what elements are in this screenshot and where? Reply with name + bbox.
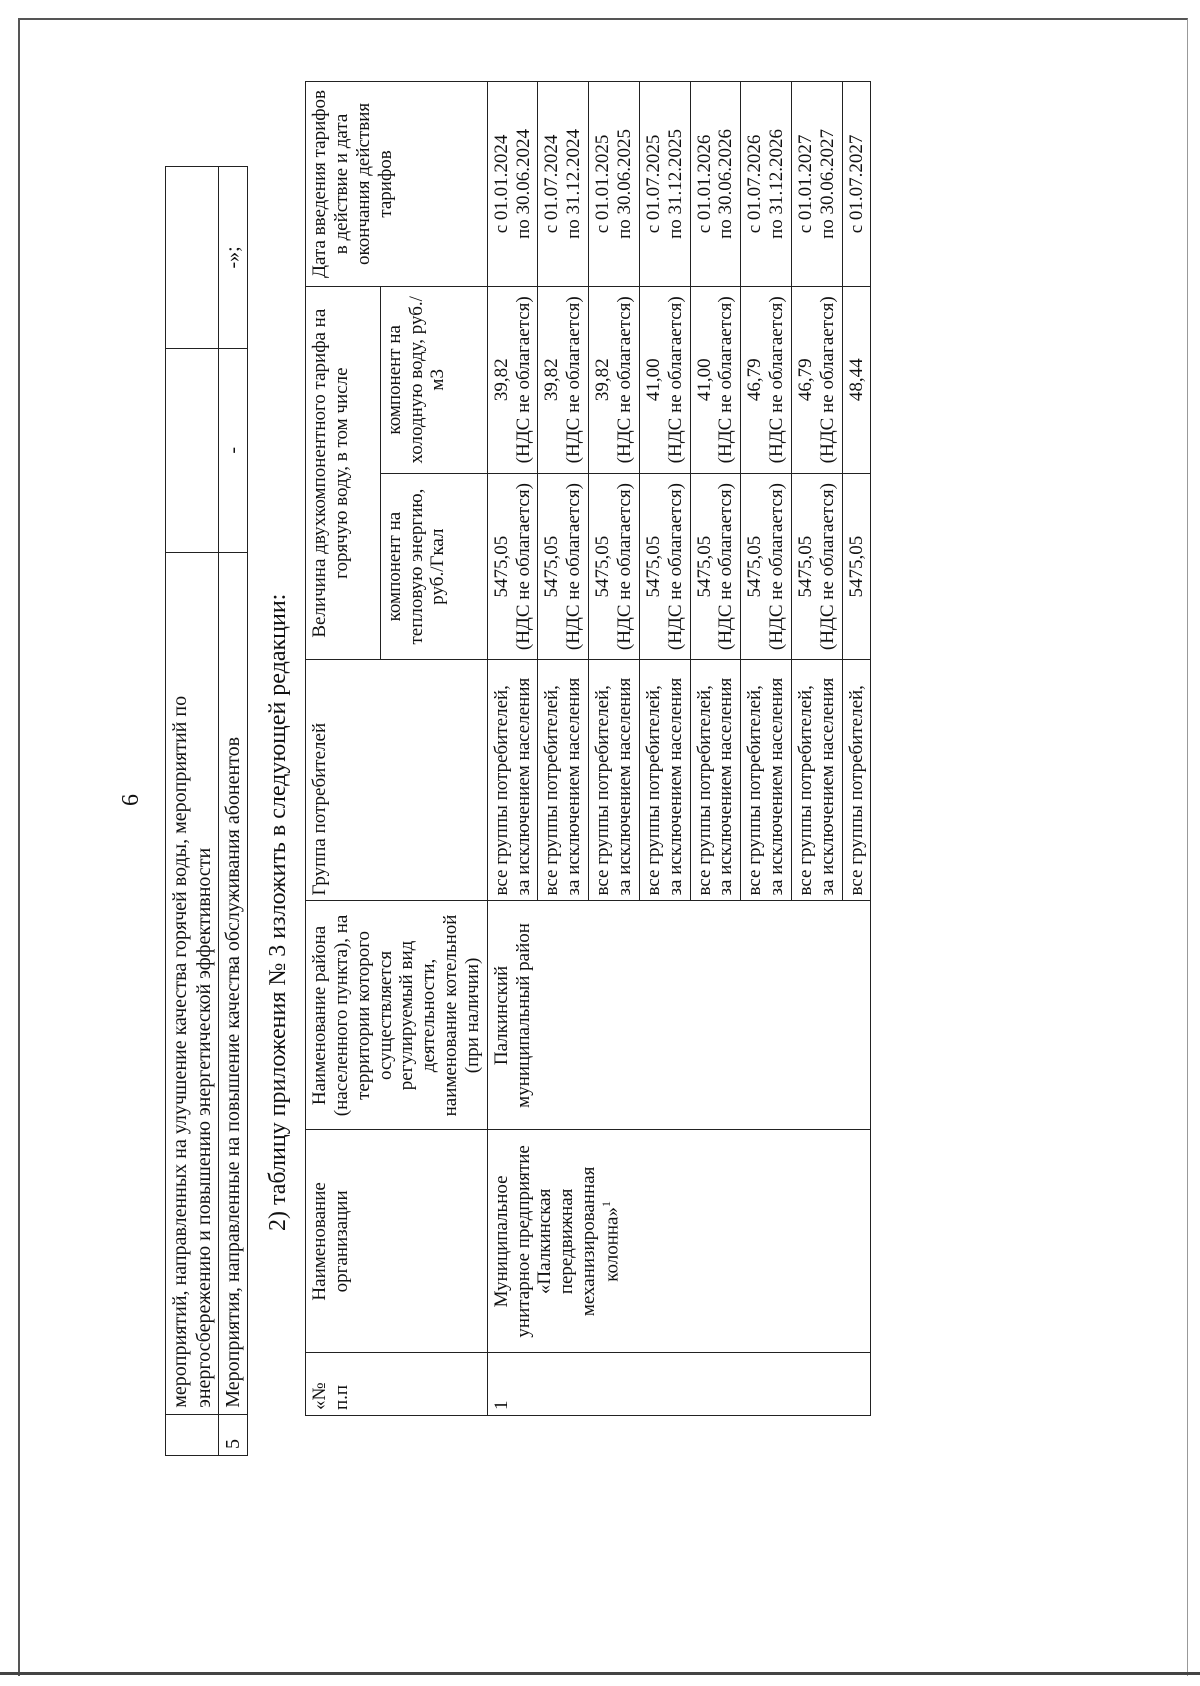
heat-value: 5475,05 <box>541 535 563 598</box>
water-value: 41,00 <box>642 358 664 402</box>
date-range <box>538 82 589 287</box>
water-component <box>639 286 690 473</box>
date-from: с 01.07.2026 <box>744 134 766 234</box>
header-org: Наименование организации <box>306 1130 488 1353</box>
header-date: Дата введения тарифов в действие и дата окончания действия тарифов <box>306 82 488 287</box>
measure-col3: - <box>219 348 248 552</box>
water-value: 39,82 <box>592 358 614 402</box>
vat-note: (НДС не облагается) <box>766 296 788 464</box>
date-from: с 01.07.2025 <box>642 134 664 234</box>
date-to: по 30.06.2027 <box>816 129 838 239</box>
page-number: 6 <box>118 794 144 806</box>
date-range <box>791 82 842 287</box>
vat-note: (НДС не облагается) <box>816 483 838 651</box>
consumer-group: все группы потребителей, за исключением населения <box>589 660 640 901</box>
water-component <box>791 286 842 473</box>
date-from: с 01.07.2027 <box>845 134 867 234</box>
date-range <box>690 82 741 287</box>
water-value: 46,79 <box>794 358 816 402</box>
water-component <box>538 286 589 473</box>
date-range <box>741 82 792 287</box>
vat-note: (НДС не облагается) <box>613 483 635 651</box>
heat-value: 5475,05 <box>592 535 614 598</box>
measure-col4 <box>166 167 219 349</box>
water-value: 46,79 <box>744 358 766 402</box>
heat-component <box>487 473 538 660</box>
date-to: по 31.12.2026 <box>766 129 788 239</box>
vat-note: (НДС не облагается) <box>816 296 838 464</box>
vat-note: (НДС не облагается) <box>715 296 737 464</box>
heat-component <box>589 473 640 660</box>
table-header-row <box>306 82 381 1416</box>
water-component <box>589 286 640 473</box>
consumer-group: все группы потребителей, за исключением населения <box>690 660 741 901</box>
header-tariff: Величина двухкомпонентного тарифа на горячую воду, в том числе <box>306 286 381 660</box>
table-row <box>166 167 219 1456</box>
header-group: Группа потребителей <box>306 660 488 901</box>
table-row <box>219 167 248 1456</box>
date-from: с 01.01.2026 <box>693 134 715 234</box>
water-component <box>842 286 871 473</box>
date-to: по 30.06.2026 <box>715 129 737 239</box>
vat-note: (НДС не облагается) <box>512 483 534 651</box>
heat-value: 5475,05 <box>794 535 816 598</box>
date-from: с 01.01.2027 <box>794 134 816 234</box>
date-to: по 30.06.2025 <box>613 129 635 239</box>
water-value: 39,82 <box>490 358 512 402</box>
measure-col4: -»; <box>219 167 248 349</box>
heat-value: 5475,05 <box>642 535 664 598</box>
heat-value: 5475,05 <box>845 535 867 598</box>
org-number: 1 <box>487 1353 871 1416</box>
water-component <box>690 286 741 473</box>
water-value: 48,44 <box>845 358 867 402</box>
measure-text: мероприятий, направленных на улучшение качества горячей воды, мероприятий по энергосбережению и повышению энергетической эффективности <box>166 552 219 1414</box>
consumer-group: все группы потребителей, за исключением населения <box>741 660 792 901</box>
water-value: 39,82 <box>541 358 563 402</box>
vat-note: (НДС не облагается) <box>512 296 534 464</box>
consumer-group: все группы потребителей, за исключением населения <box>538 660 589 901</box>
area-name: Палкинский муниципальный район <box>487 901 871 1130</box>
consumer-group: все группы потребителей, <box>842 660 871 901</box>
date-to: по 30.06.2024 <box>512 129 534 239</box>
vat-note: (НДС не облагается) <box>563 483 585 651</box>
date-from: с 01.01.2025 <box>592 134 614 234</box>
water-component <box>487 286 538 473</box>
intro-text: 2) таблицу приложения № 3 изложить в следующей редакции: <box>265 593 291 1231</box>
header-heat: компонент на тепловую энергию, руб./Гкал <box>380 473 487 660</box>
measure-text: Мероприятия, направленные на повышение качества обслуживания абонентов <box>219 552 248 1414</box>
header-num: «№ п.п <box>306 1353 488 1416</box>
heat-component <box>639 473 690 660</box>
heat-component <box>741 473 792 660</box>
vat-note: (НДС не облагается) <box>664 296 686 464</box>
date-from: с 01.01.2024 <box>490 134 512 234</box>
date-from: с 01.07.2024 <box>541 134 563 234</box>
vat-note: (НДС не облагается) <box>664 483 686 651</box>
vat-note: (НДС не облагается) <box>563 296 585 464</box>
heat-component <box>791 473 842 660</box>
vat-note: (НДС не облагается) <box>715 483 737 651</box>
date-range <box>589 82 640 287</box>
measure-col3 <box>166 348 219 552</box>
consumer-group: все группы потребителей, за исключением населения <box>791 660 842 901</box>
row-number: 5 <box>219 1414 248 1455</box>
heat-component <box>690 473 741 660</box>
header-water: компонент на холодную воду, руб./м3 <box>380 286 487 473</box>
continuation-table <box>165 166 248 1456</box>
date-range <box>639 82 690 287</box>
heat-value: 5475,05 <box>490 535 512 598</box>
water-component <box>741 286 792 473</box>
vat-note: (НДС не облагается) <box>766 483 788 651</box>
date-range <box>842 82 871 287</box>
water-value: 41,00 <box>693 358 715 402</box>
consumer-group: все группы потребителей, за исключением населения <box>487 660 538 901</box>
heat-value: 5475,05 <box>693 535 715 598</box>
heat-component <box>842 473 871 660</box>
heat-value: 5475,05 <box>744 535 766 598</box>
org-name <box>487 1130 871 1353</box>
date-range <box>487 82 538 287</box>
date-to: по 31.12.2025 <box>664 129 686 239</box>
footnote-mark: 1 <box>598 1201 613 1207</box>
table-row <box>487 82 538 1416</box>
heat-component <box>538 473 589 660</box>
consumer-group: все группы потребителей, за исключением населения <box>639 660 690 901</box>
row-number <box>166 1414 219 1455</box>
tariff-table <box>305 81 871 1416</box>
vat-note: (НДС не облагается) <box>613 296 635 464</box>
date-to: по 31.12.2024 <box>563 129 585 239</box>
org-name-text: Муниципальное унитарное предприятие «Палкинская передвижная механизированная колонна» <box>490 1145 623 1338</box>
header-area: Наименование района (населенного пункта), на территории которого осуществляется регулируемый вид деятельности, наименование котельной (при наличии) <box>306 901 488 1130</box>
